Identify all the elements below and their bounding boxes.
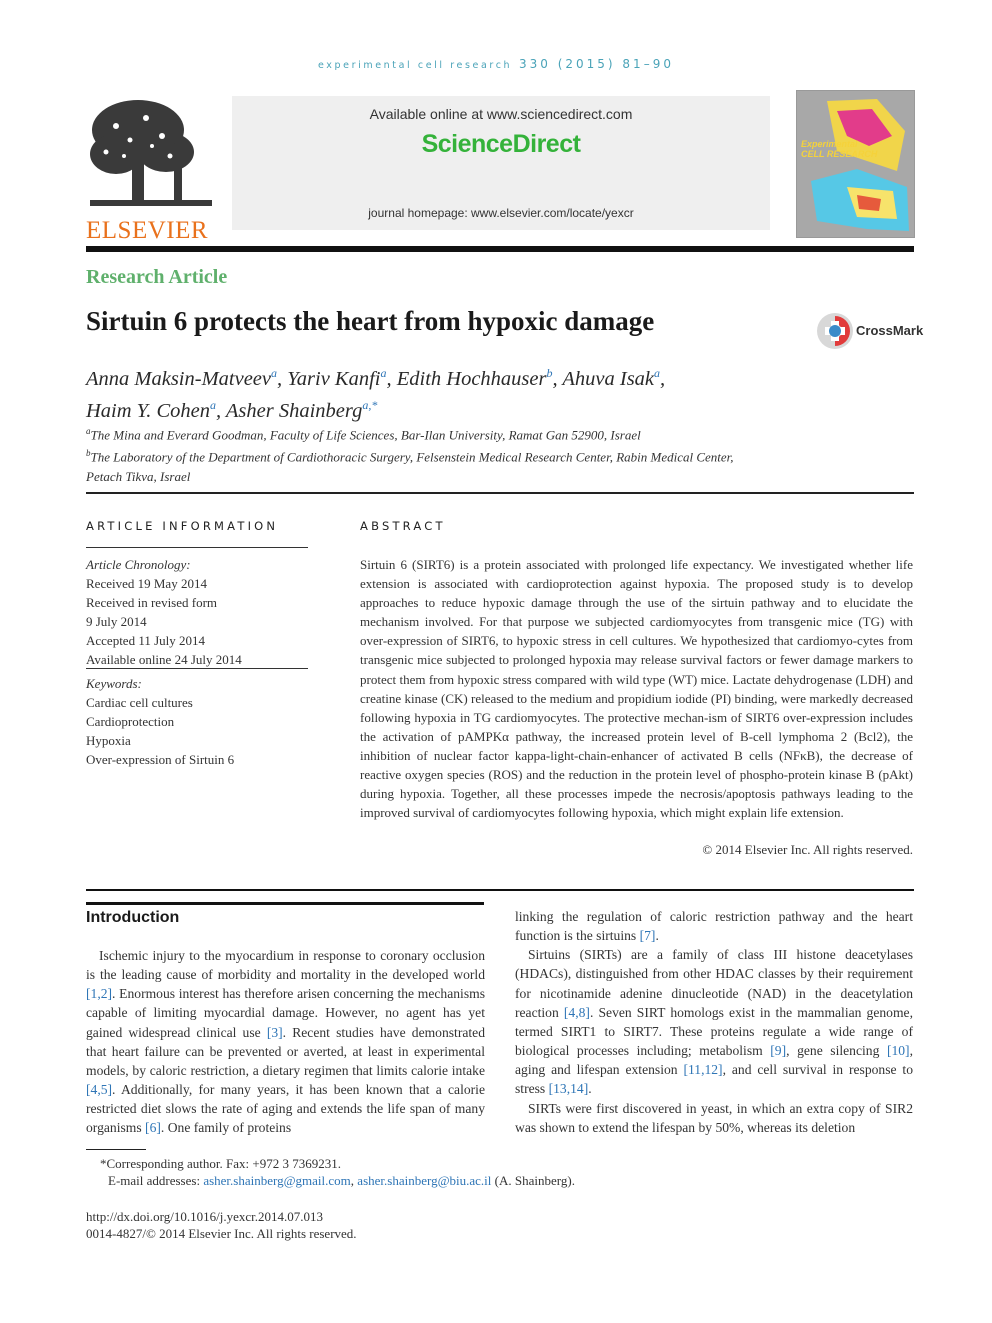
elsevier-wordmark: ELSEVIER xyxy=(86,217,209,244)
text-run: . Enormous interest has therefore arisen concerning the mechanisms capable of limiting myocardial damage. However, no agent has yet gained widespread clinical use xyxy=(86,986,485,1040)
author-separator: , xyxy=(552,367,563,390)
citation-link[interactable]: [1,2] xyxy=(86,986,113,1002)
body-column-right xyxy=(515,907,913,1137)
body-column-left xyxy=(86,946,485,1138)
text-run: , aging and lifespan extension xyxy=(515,1043,913,1078)
email-link[interactable]: asher.shainberg@biu.ac.il xyxy=(357,1173,492,1188)
intro-paragraph-1-cont xyxy=(515,907,913,945)
sciencedirect-banner xyxy=(232,96,770,230)
abstract-heading: ABSTRACT xyxy=(360,519,446,533)
text-run: . xyxy=(655,928,659,944)
footnotes xyxy=(100,1155,575,1189)
email-label: E-mail addresses: xyxy=(108,1173,204,1188)
author-affiliation-sup[interactable]: b xyxy=(546,366,553,380)
keyword: Cardioprotection xyxy=(86,714,175,729)
article-info-rule-top xyxy=(86,547,308,548)
author-line-1 xyxy=(86,360,665,392)
journal-homepage[interactable]: journal homepage: www.elsevier.com/locate/yexcr xyxy=(368,206,634,220)
affiliation-a xyxy=(86,422,734,444)
revised-label: Received in revised form xyxy=(86,595,218,610)
affiliation-b-cont: Petach Tikva, Israel xyxy=(86,468,191,484)
intro-paragraph-3: SIRTs were first discovered in yeast, in which an extra copy of SIR2 was shown to extend the lifespan by 50%, whereas its deletion xyxy=(515,1100,913,1135)
crossmark-icon xyxy=(816,312,854,350)
elsevier-tree-icon xyxy=(86,96,216,214)
author-separator: , xyxy=(660,367,666,390)
affiliation-a-text: The Mina and Everard Goodman, Faculty of Life Sciences, Bar-Ilan University, Ramat Gan 52900, Israel xyxy=(90,427,641,443)
abstract-copyright: © 2014 Elsevier Inc. All rights reserved. xyxy=(702,842,913,857)
article-type: Research Article xyxy=(86,266,228,288)
author-separator: , xyxy=(215,399,226,422)
cover-title-1: Experimental xyxy=(801,139,858,149)
keyword: Over-expression of Sirtuin 6 xyxy=(86,752,235,767)
elsevier-logo xyxy=(86,96,216,244)
author-name: Ahuva Isak xyxy=(562,367,655,390)
crossmark-button[interactable] xyxy=(816,312,924,352)
author-affiliation-sup[interactable]: a xyxy=(271,366,277,380)
text-run: . Recent studies have demonstrated that heart failure can be prevented or averted, at least in experimental models, by caloric restriction, a dietary regimen that limits calorie intake xyxy=(86,1024,486,1078)
author-affiliation-sup[interactable]: a xyxy=(654,366,661,380)
author-line-2 xyxy=(86,392,665,424)
intro-paragraph-1 xyxy=(86,946,485,1138)
author-name: Haim Y. Cohen xyxy=(86,399,210,422)
journal-citation: 330 (2015) 81–90 xyxy=(518,57,674,71)
cover-title-2: CELL RESEARCH xyxy=(801,149,878,159)
email-link[interactable]: asher.shainberg@gmail.com xyxy=(203,1173,351,1188)
text-run: Sirtuins (SIRTs) are a family of class III histone deacetylases (HDACs), distinguished from other HDAC classes by their requirement for nicotinamide adenine dinucleotide (NAD) in the deacetylation reaction xyxy=(515,947,913,1020)
citation-link[interactable]: [13,14] xyxy=(548,1081,589,1097)
text-run: , gene silencing xyxy=(786,1043,887,1059)
citation-link[interactable]: [4,5] xyxy=(86,1082,113,1098)
affiliation-b-text: The Laboratory of the Department of Cardiothoracic Surgery, Felsenstein Medical Research Center, Rabin Medical Center, xyxy=(90,449,734,465)
journal-name: experimental cell research xyxy=(318,60,513,71)
affiliations xyxy=(86,422,734,486)
header-rule xyxy=(86,246,914,252)
online-date: Available online 24 July 2014 xyxy=(86,652,242,667)
affiliation-a-sup: a xyxy=(86,426,91,436)
email-addresses xyxy=(100,1172,575,1189)
text-run: Ischemic injury to the myocardium in response to coronary occlusion is the leading cause of morbidity and mortality in the developed world xyxy=(86,948,485,983)
citation-link[interactable]: [6] xyxy=(145,1120,161,1136)
author-affiliation-sup[interactable]: a xyxy=(209,397,216,412)
corresponding-author: *Corresponding author. Fax: +972 3 7369231. xyxy=(100,1156,341,1171)
author-list xyxy=(86,360,665,424)
affiliation-rule xyxy=(86,492,914,494)
affiliation-b xyxy=(86,444,734,466)
chronology-label: Article Chronology: xyxy=(86,557,191,572)
author-name: Asher Shainberg xyxy=(225,399,363,422)
issn-line: 0014-4827/© 2014 Elsevier Inc. All rights reserved. xyxy=(86,1226,357,1241)
citation-link[interactable]: [9] xyxy=(770,1043,787,1059)
affiliation-b-sup: b xyxy=(86,448,91,459)
article-info-rule-mid xyxy=(86,668,308,669)
citation-link[interactable]: [3] xyxy=(266,1024,283,1040)
sciencedirect-logo[interactable]: ScienceDirect xyxy=(421,130,581,158)
cover-art-icon xyxy=(797,91,914,237)
keyword: Cardiac cell cultures xyxy=(86,695,193,710)
crossmark-label: CrossMark xyxy=(856,323,924,338)
citation-link[interactable]: [11,12] xyxy=(683,1062,723,1078)
email-separator: , xyxy=(350,1173,358,1188)
author-separator: , xyxy=(386,367,397,390)
text-run: , and cell survival in response to stress xyxy=(515,1062,913,1097)
author-separator: , xyxy=(277,367,288,390)
author-affiliation-sup[interactable]: a xyxy=(380,366,387,380)
received-date: Received 19 May 2014 xyxy=(86,576,207,591)
author-name: Anna Maksin-Matveev xyxy=(86,367,271,390)
footnote-rule xyxy=(86,1149,146,1150)
email-owner: (A. Shainberg). xyxy=(491,1173,575,1188)
intro-paragraph-2 xyxy=(515,945,913,1098)
text-run: . Seven SIRT homologs exist in the mammalian genome, termed SIRT1 to SIRT7. These proteins regulate a wide range of biological processes including; metabolism xyxy=(515,1004,913,1059)
text-run: . Additionally, for many years, it has been known that a calorie restricted diet slows the rate of aging and extends the life span of many organisms xyxy=(86,1082,485,1136)
abstract-text: Sirtuin 6 (SIRT6) is a protein associated with prolonged life expectancy. We investigated whether life extension is associated with cardioprotection against hypoxia. The proposed study is to develop approaches to reduce hypoxic damage through the use of the sirtuin pathway and to elucidate the mechanism involved. For that purpose we subjected cardiomyocytes from transgenic mice (TG) with over-expression of SIRT6, to hypoxic stress in cell cultures. We hypothesized that cardiomyo-cytes from transgenic mice subjected to prolonged hypoxia may release survival factors or fewer damage markers to protect them from hypoxic stress compared with wild type (WT) mice. Lactate dehydrogenase (LDH) and creatine kinase (CK) released to the medium and propidium iodide (PI) binding, were markedly decreased following hypoxia in TG cardiomyocytes. The protective mechan-ism of SIRT6 over-expression includes the activation of pAMPKα pathway, the increased protein level of B-cell lymphoma 2 (Bcl2), the inhibition of nuclear factor kappa-light-chain-enhancer of activated B cells (NFκB), the decrease of reactive oxygen species (ROS) and the reduction in the protein level of phospho-protein kinase B (pAkt) during hypoxia. Together, all these processes impede the necrosis/apoptosis pathways leading to the improved survival of cardiomyocytes following hypoxia, which might explain life extension. xyxy=(360,557,913,821)
text-run: . xyxy=(588,1081,592,1097)
body-rule xyxy=(86,889,914,891)
article-chronology xyxy=(86,555,242,669)
author-affiliation-sup[interactable]: a,* xyxy=(362,397,378,412)
text-run: linking the regulation of caloric restriction pathway and the heart function is the sirtuins xyxy=(515,909,913,944)
journal-cover xyxy=(796,90,915,238)
citation-link[interactable]: [4,8] xyxy=(563,1004,590,1020)
text-run: . One family of proteins xyxy=(160,1120,292,1136)
author-name: Edith Hochhauser xyxy=(396,367,547,390)
keywords xyxy=(86,674,234,769)
running-head xyxy=(0,57,992,71)
introduction-heading: Introduction xyxy=(86,909,180,926)
available-online[interactable]: Available online at www.sciencedirect.com xyxy=(369,106,633,122)
article-title: Sirtuin 6 protects the heart from hypoxic damage xyxy=(86,306,655,336)
doi-block xyxy=(86,1208,357,1242)
keywords-label: Keywords: xyxy=(86,676,142,691)
keyword: Hypoxia xyxy=(86,733,131,748)
intro-rule xyxy=(86,902,484,905)
citation-link[interactable]: [7] xyxy=(639,928,656,944)
accepted-date: Accepted 11 July 2014 xyxy=(86,633,206,648)
doi-link[interactable]: http://dx.doi.org/10.1016/j.yexcr.2014.07.013 xyxy=(86,1209,324,1224)
revised-date: 9 July 2014 xyxy=(86,614,147,629)
citation-link[interactable]: [10] xyxy=(886,1043,910,1059)
author-name: Yariv Kanfi xyxy=(287,367,381,390)
article-info-heading: ARTICLE INFORMATION xyxy=(86,519,279,533)
